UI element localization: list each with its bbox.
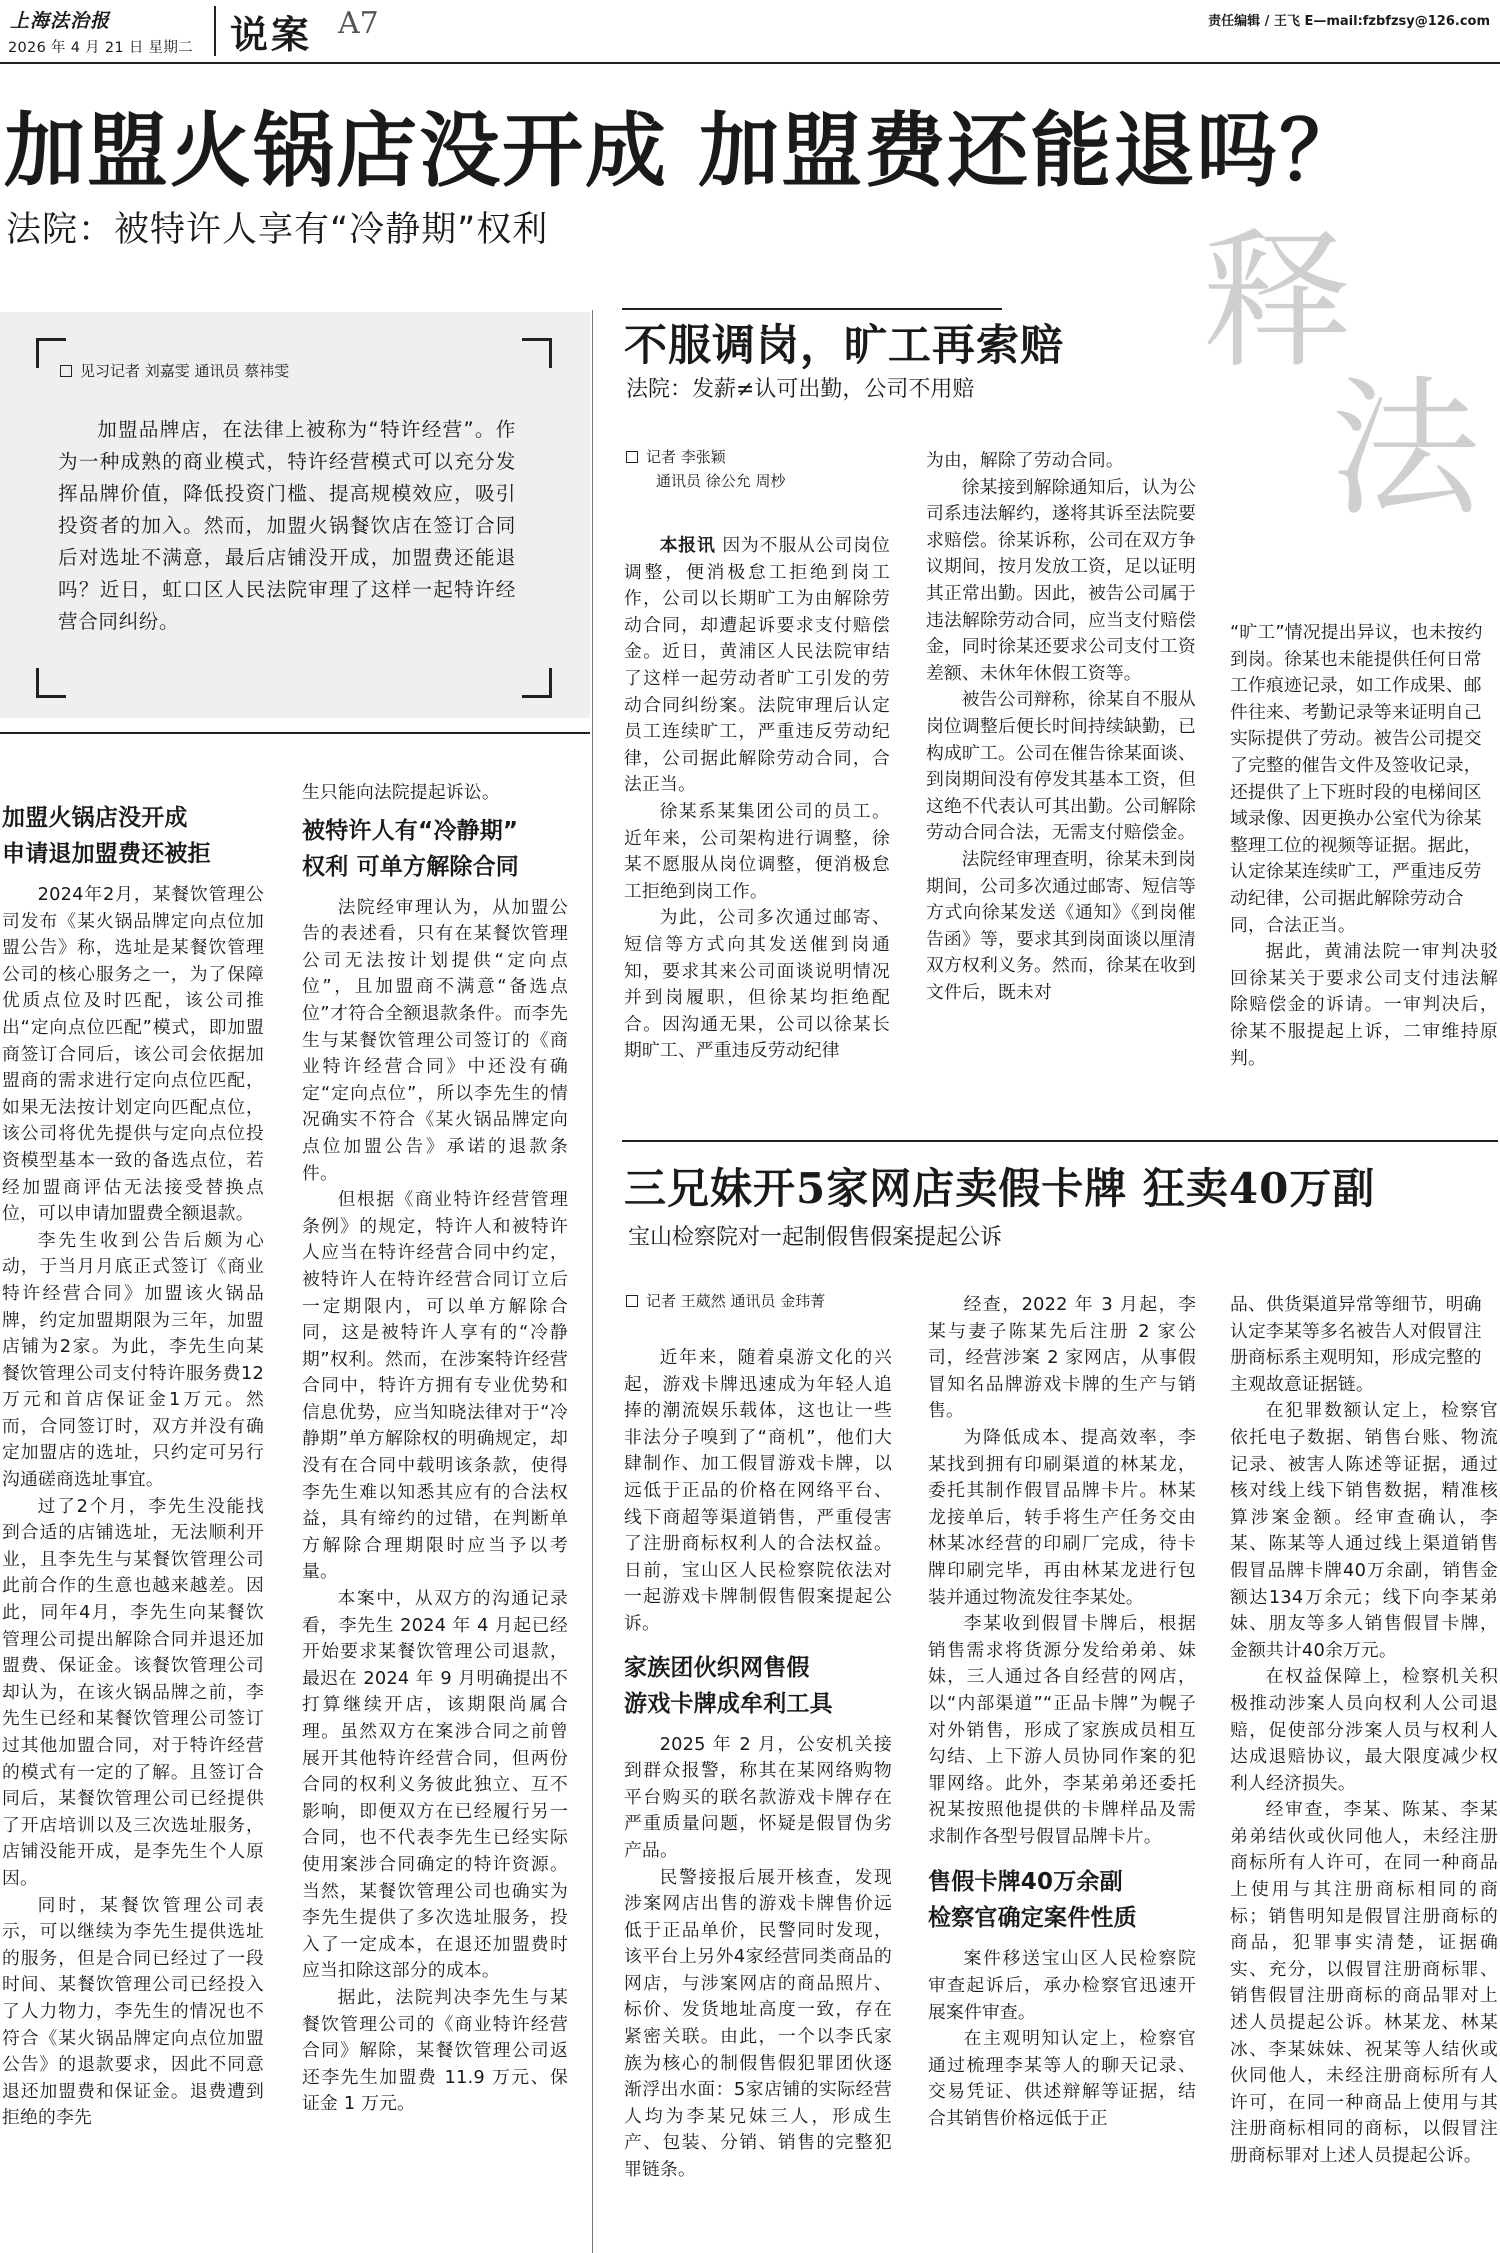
story1-column-2	[302, 780, 568, 2250]
byline-square-icon	[626, 451, 638, 463]
section-name: 说案	[230, 13, 313, 57]
story3-paragraph: 经审查，李某、陈某、李某弟弟结伙或伙同他人，未经注册商标所有人许可，在同一种商品上使用与其注册商标相同的商标；销售明知是假冒注册商标的商品，犯罪事实清楚，证据确实、充分，以假冒注册商标罪、销售假冒注册商标的商品罪对上述人员提起公诉。林某龙、林某冰、李某妹妹、祝某等人结伙或伙同他人，未经注册商标所有人许可，在同一种商品上使用与其注册商标相同的商标，以假冒注册商标罪对上述人员提起公诉。	[1230, 1799, 1498, 2166]
story2-paragraph: “旷工”情况提出异议，也未按约到岗。徐某也未能提供任何日常工作痕迹记录，如工作成果、邮件往来、考勤记录等来证明自己实际提供了劳动。被告公司提交了完整的催告文件及签收记录，还提供了上下班时段的电梯间区域录像、因更换办公室代为徐某整理工位的视频等证据。据此，认定徐某连续旷工，严重违反劳动纪律，公司据此解除劳动合同，合法正当。	[1230, 622, 1483, 936]
story1-bottom-rule	[0, 732, 590, 734]
date-line: 2026 年 4 月 21 日 星期二	[8, 40, 193, 56]
paper-name: 上海法治报	[10, 10, 111, 32]
story3-subheading-1: 家族团伙织网售假 游戏卡牌成牟利工具	[624, 1654, 833, 1717]
story1-byline-text: 见习记者 刘嘉雯 通讯员 蔡祎雯	[80, 362, 290, 380]
byline-square-icon	[626, 1295, 638, 1307]
story2-lead-label: 本报讯	[659, 535, 716, 556]
story2-headline: 不服调岗，旷工再索赔	[624, 321, 1064, 371]
seal-char-1: 释	[1202, 215, 1353, 389]
story1-subheading-2: 被特许人有“冷静期” 权利 可单方解除合同	[302, 817, 520, 880]
story2-paragraph: 为此，公司多次通过邮寄、短信等方式向其发送催到岗通知，要求其来公司面谈说明情况并到岗履职，但徐某均拒绝配合。因沟通无果，公司以徐某长期旷工、严重违反劳动纪律	[624, 907, 890, 1062]
story3-headline: 三兄妹开5家网店卖假卡牌 狂卖40万副	[624, 1164, 1376, 1213]
editor-info: 责任编辑 / 王飞 E—mail:fzbfzsy@126.com	[1208, 14, 1490, 29]
story1-paragraph: 本案中，从双方的沟通记录看，李先生 2024 年 4 月起已经开始要求某餐饮管理公司退款，最迟在 2024 年 9 月明确提出不打算继续开店，该期限尚属合理。虽然双方在案涉合同之前曾展开其他特许经营合同，但两份合同的权利义务彼此独立、互不影响，即便双方在已经履行另一合同，也不代表李先生已经实际使用案涉合同确定的特许资源。当然，某餐饮管理公司也确实为李先生提供了多次选址服务，投入了一定成本，在退还加盟费时应当扣除这部分的成本。	[302, 1588, 568, 1982]
bracket-bottom-left	[36, 668, 66, 698]
byline-square-icon	[60, 365, 72, 377]
story1-lead: 加盟品牌店，在法律上被称为“特许经营”。作为一种成熟的商业模式，特许经营模式可以充分发挥品牌价值，降低投资门槛、提高规模效应，吸引投资者的加入。然而，加盟火锅餐饮店在签订合同后对选址不满意，最后店铺没开成，加盟费还能退吗？近日，虹口区人民法院审理了这样一起特许经营合同纠纷。	[58, 418, 516, 633]
story2-bottom-rule	[622, 1140, 1498, 1142]
story3-byline	[626, 1290, 825, 1312]
story3-paragraph: 为降低成本、提高效率，李某找到拥有印刷渠道的林某龙，委托其制作假冒品牌卡片。林某龙接单后，转手将生产任务交由林某冰经营的印刷厂完成，待卡牌印刷完毕，再由林某龙进行包装并通过物流发往李某处。	[928, 1426, 1196, 1608]
story3-subheadline: 宝山检察院对一起制假售假案提起公诉	[628, 1225, 1003, 1250]
story2-column-3	[1230, 620, 1498, 1090]
story2-paragraph: 徐某系某集团公司的员工。近年来，公司架构进行调整，徐某不愿服从岗位调整，便消极怠工拒绝到岗工作。	[624, 800, 890, 902]
story1-paragraph: 据此，法院判决李先生与某餐饮管理公司的《商业特许经营合同》解除，某餐饮管理公司返还李先生加盟费 11.9 万元、保证金 1 万元。	[302, 1986, 568, 2115]
story1-paragraph: 法院经审理认为，从加盟公告的表述看，只有在某餐饮管理公司无法按计划提供“定向点位”，且加盟商不满意“备选点位”才符合全额退款条件。而李先生与某餐饮管理公司签订的《商业特许经营合同》中还没有确定“定向点位”，所以李先生的情况确实不符合《某火锅品牌定向点位加盟公告》承诺的退款条件。	[302, 896, 568, 1184]
story2-byline-1: 记者 李张颖	[646, 448, 726, 466]
story3-paragraph: 案件移送宝山区人民检察院审查起诉后，承办检察官迅速开展案件审查。	[928, 1948, 1196, 2023]
story3-column-3	[1230, 1292, 1498, 2250]
story3-column-2	[928, 1292, 1196, 2250]
story2-paragraph: 被告公司辩称，徐某自不服从岗位调整后便长时间持续缺勤，已构成旷工。公司在催告徐某面谈、到岗期间没有停发其基本工资，但这绝不代表认可其出勤。公司解除劳动合同合法，无需支付赔偿金。	[926, 689, 1196, 844]
story2-paragraph: 为由，解除了劳动合同。	[926, 450, 1124, 471]
story1-paragraph: 生只能向法院提起诉讼。	[302, 782, 500, 803]
story2-byline	[626, 446, 786, 492]
story1-paragraph: 同时，某餐饮管理公司表示，可以继续为李先生提供选址的服务，但是合同已经过了一段时间、某餐饮管理公司已经投入了人力物力，李先生的情况也不符合《某火锅品牌定向点位加盟公告》的退款要求，因此不同意退还加盟费和保证金。退费遭到拒绝的李先	[2, 1894, 264, 2129]
story3-paragraph: 品、供货渠道异常等细节，明确认定李某等多名被告人对假冒注册商标系主观明知，形成完整的主观故意证据链。	[1230, 1294, 1482, 1395]
masthead-rule	[0, 62, 1500, 64]
main-subheadline: 法院：被特许人享有“冷静期”权利	[6, 210, 549, 250]
story1-paragraph: 2024年2月，某餐饮管理公司发布《某火锅品牌定向点位加盟公告》称，选址是某餐饮管理公司的核心服务之一，为了保障优质点位及时匹配，该公司推出“定向点位匹配”模式，即加盟商签订合同后，该公司会依据加盟商的需求进行定向点位匹配，如果无法按计划定向匹配点位，该公司将优先提供与定向点位投资模型基本一致的备选点位，若经加盟商评估无法接受替换点位，可以申请加盟费全额退款。	[2, 884, 264, 1225]
story3-column-1	[624, 1345, 892, 2250]
story2-paragraph: 据此，黄浦法院一审判决驳回徐某关于要求公司支付违法解除赔偿金的诉请。一审判决后，徐某不服提起上诉，二审维持原判。	[1230, 941, 1498, 1069]
story2-column-1	[624, 533, 890, 1083]
story1-paragraph: 过了2个月，李先生没能找到合适的店铺选址，无法顺利开业，且李先生与某餐饮管理公司此前合作的生意也越来越差。因此，同年4月，李先生向某餐饮管理公司提出解除合同并退还加盟费、保证金。该餐饮管理公司却认为，在该火锅品牌之前，李先生已经和某餐饮管理公司签订过其他加盟合同，对于特许经营的模式有一定的了解。且签订合同后，某餐饮管理公司已经提供了开店培训以及三次选址服务，店铺没能开成，是李先生个人原因。	[2, 1495, 264, 1889]
bracket-bottom-right	[522, 668, 552, 698]
story3-paragraph: 经查，2022 年 3 月起，李某与妻子陈某先后注册 2 家公司，经营涉案 2 家网店，从事假冒知名品牌游戏卡牌的生产与销售。	[928, 1294, 1196, 1422]
story2-paragraph: 徐某接到解除通知后，认为公司系违法解约，遂将其诉至法院要求赔偿。徐某诉称，公司在双方争议期间，按月发放工资，足以证明其正常出勤。因此，被告公司属于违法解除劳动合同，应当支付赔偿金，同时徐某还要求公司支付工资差额、未休年休假工资等。	[926, 476, 1196, 684]
story3-paragraph: 在犯罪数额认定上，检察官依托电子数据、销售台账、物流记录、被害人陈述等证据，通过核对线上线下销售数据，精准核算涉案金额。经审查确认，李某、陈某等人通过线上渠道销售假冒品牌卡牌40万余副，销售金额达134万余元；线下向李某弟妹、朋友等多人销售假冒卡牌，金额共计40余万元。	[1230, 1400, 1498, 1661]
bracket-top-right	[522, 338, 552, 368]
story3-paragraph: 近年来，随着桌游文化的兴起，游戏卡牌迅速成为年轻人追捧的潮流娱乐载体，这也让一些非法分子嗅到了“商机”，他们大肆制作、加工假冒游戏卡牌，以远低于正品的价格在网络平台、线下商超等渠道销售，严重侵害了注册商标权利人的合法权益。日前，宝山区人民检察院依法对一起游戏卡牌制假售假案提起公诉。	[624, 1347, 892, 1634]
masthead-divider	[214, 6, 216, 56]
story2-byline-2: 通讯员 徐公允 周杪	[656, 472, 786, 490]
seal-char-2: 法	[1330, 363, 1481, 537]
story3-paragraph: 在主观明知认定上，检察官通过梳理李某等人的聊天记录、交易凭证、供述辩解等证据，结合其销售价格远低于正	[928, 2028, 1196, 2130]
story3-paragraph: 在权益保障上，检察机关积极推动涉案人员向权利人公司退赔，促使部分涉案人员与权利人达成退赔协议，最大限度减少权利人经济损失。	[1230, 1666, 1498, 1794]
story3-byline-text: 记者 王葳然 通讯员 金玮菁	[646, 1292, 826, 1310]
page-number: A7	[338, 6, 379, 41]
story1-subheading-1: 加盟火锅店没开成 申请退加盟费还被拒	[2, 805, 211, 867]
story3-paragraph: 2025 年 2 月，公安机关接到群众报警，称其在某网络购物平台购买的联名款游戏卡牌存在严重质量问题，怀疑是假冒伪劣产品。	[624, 1733, 892, 1861]
story2-lead-text: 因为不服从公司岗位调整，便消极怠工拒绝到岗工作，公司以长期旷工为由解除劳动合同，却遭起诉要求支付赔偿金。近日，黄浦区人民法院审结了这样一起劳动者旷工引发的劳动合同纠纷案。法院审理后认定员工连续旷工，严重违反劳动纪律，公司据此解除劳动合同，合法正当。	[624, 535, 890, 796]
story1-paragraph: 李先生收到公告后颇为心动，于当月月底正式签订《商业特许经营合同》加盟该火锅品牌，约定加盟期限为三年，加盟店铺为2家。为此，李先生向某餐饮管理公司支付特许服务费12万元和首店保证金1万元。然而，合同签订时，双方并没有确定加盟店的选址，只约定可另行沟通磋商选址事宜。	[2, 1229, 264, 1491]
story3-subheading-2: 售假卡牌40万余副 检察官确定案件性质	[928, 1869, 1137, 1932]
story1-column-1	[2, 800, 264, 2250]
story3-paragraph: 李某收到假冒卡牌后，根据销售需求将货源分发给弟弟、妹妹，三人通过各自经营的网店，以“内部渠道”“正品卡牌”为幌子对外销售，形成了家族成员相互勾结、上下游人员协同作案的犯罪网络。此外，李某弟弟还委托祝某按照他提供的卡牌样品及需求制作各型号假冒品牌卡片。	[928, 1613, 1196, 1847]
column-divider	[592, 310, 593, 2253]
story1-byline	[60, 360, 289, 382]
story2-paragraph	[624, 533, 890, 799]
story3-paragraph: 民警接报后展开核查，发现涉案网店出售的游戏卡牌售价远低于正品单价，民警同时发现，该平台上另外4家经营同类商品的网店，与涉案网店的商品照片、标价、发货地址高度一致，存在紧密关联。由此，一个以李氏家族为核心的制假售假犯罪团伙逐渐浮出水面：5家店铺的实际经营人均为李某兄妹三人，形成生产、包装、分销、销售的完整犯罪链条。	[624, 1866, 892, 2181]
story2-top-rule	[622, 308, 1002, 310]
story2-column-2	[926, 448, 1196, 1088]
story1-paragraph: 但根据《商业特许经营管理条例》的规定，特许人和被特许人应当在特许经营合同中约定，被特许人在特许经营合同订立后一定期限内，可以单方解除合同，这是被特许人享有的“冷静期”权利。然而，在涉案特许经营合同中，特许方拥有专业优势和信息优势，应当知晓法律对于“冷静期”单方解除权的明确规定，却没有在合同中载明该条款，使得李先生难以知悉其应有的合法权益，具有缔约的过错，在判断单方解除合理期限时应当予以考量。	[302, 1189, 568, 1583]
story2-paragraph: 法院经审理查明，徐某未到岗期间，公司多次通过邮寄、短信等方式向徐某发送《通知》《到岗催告函》等，要求其到岗面谈以厘清双方权利义务。然而，徐某在收到文件后，既未对	[926, 848, 1196, 1003]
main-headline: 加盟火锅店没开成 加盟费还能退吗？	[4, 104, 1363, 199]
story2-subheadline: 法院：发薪≠认可出勤，公司不用赔	[626, 377, 975, 402]
